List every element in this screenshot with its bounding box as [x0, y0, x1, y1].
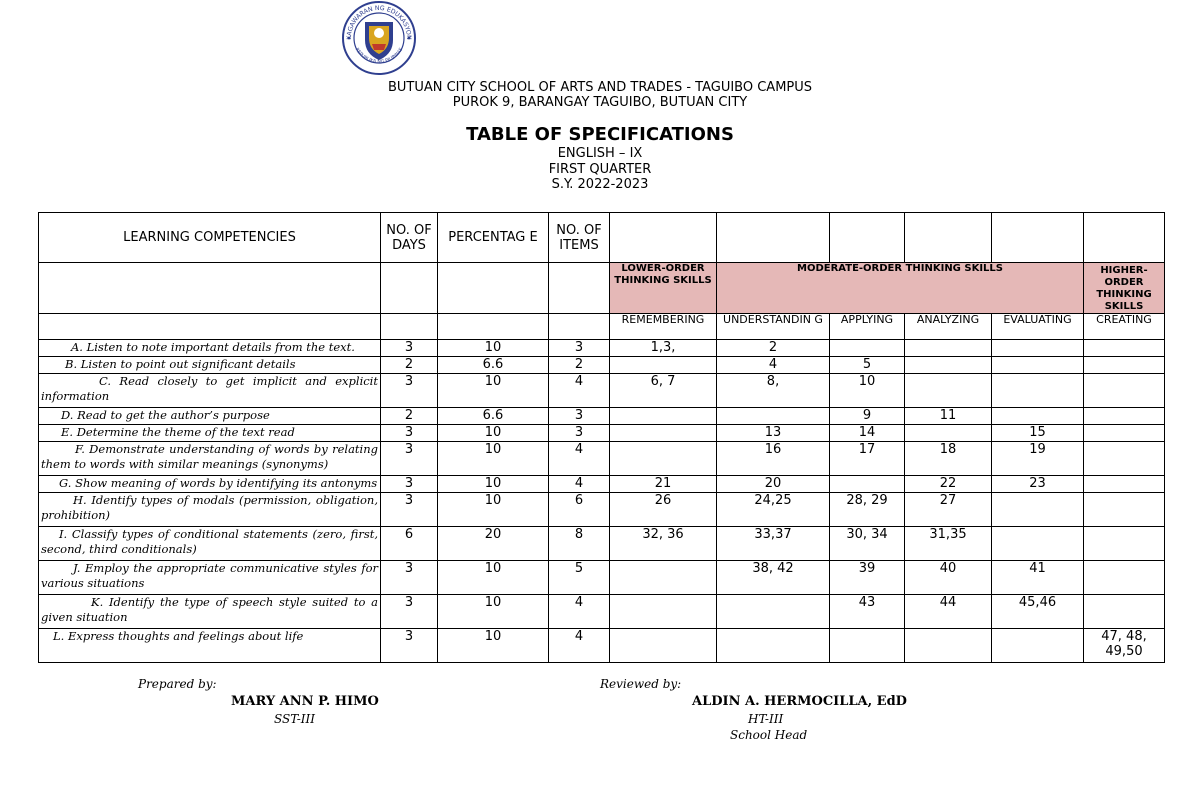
skill-remembering: REMEMBERING — [610, 314, 717, 340]
evaluating-cell: 23 — [992, 476, 1084, 493]
empty-cell — [381, 263, 438, 314]
empty-cell — [549, 314, 610, 340]
percentage-cell: 10 — [438, 561, 549, 595]
table-row — [39, 340, 1165, 357]
days-cell: 3 — [381, 561, 438, 595]
remembering-cell: 21 — [610, 476, 717, 493]
remembering-cell — [610, 408, 717, 425]
analyzing-cell — [905, 425, 992, 442]
evaluating-cell — [992, 357, 1084, 374]
understanding-cell: 2 — [717, 340, 830, 357]
skill-creating: CREATING — [1084, 314, 1165, 340]
days-cell: 3 — [381, 374, 438, 408]
creating-cell — [1084, 561, 1165, 595]
school-name: BUTUAN CITY SCHOOL OF ARTS AND TRADES - TAGUIBO CAMPUS — [387, 80, 813, 95]
table-row — [39, 374, 1165, 408]
analyzing-cell: 27 — [905, 493, 992, 527]
remembering-cell — [610, 442, 717, 476]
analyzing-cell — [905, 357, 992, 374]
deped-seal-logo — [341, 0, 417, 76]
understanding-cell: 8, — [717, 374, 830, 408]
items-cell: 4 — [549, 442, 610, 476]
empty-cell — [39, 263, 381, 314]
items-cell: 6 — [549, 493, 610, 527]
understanding-cell: 24,25 — [717, 493, 830, 527]
days-cell: 3 — [381, 340, 438, 357]
analyzing-cell — [905, 374, 992, 408]
percentage-cell: 10 — [438, 476, 549, 493]
specifications-table — [38, 212, 1165, 663]
understanding-cell: 38, 42 — [717, 561, 830, 595]
evaluating-cell — [992, 629, 1084, 663]
table-row — [39, 527, 1165, 561]
creating-cell — [1084, 476, 1165, 493]
items-cell: 8 — [549, 527, 610, 561]
header-row-1 — [39, 213, 1165, 263]
header-row-2 — [39, 263, 1165, 314]
svg-text:REPUBLIKA NG PILIPINAS: REPUBLIKA NG PILIPINAS — [353, 47, 405, 65]
header-percentage: PERCENTAG E — [438, 213, 549, 263]
items-cell: 4 — [549, 629, 610, 663]
evaluating-cell: 45,46 — [992, 595, 1084, 629]
evaluating-cell — [992, 374, 1084, 408]
understanding-cell: 20 — [717, 476, 830, 493]
items-cell: 3 — [549, 408, 610, 425]
competency-rows — [39, 340, 1165, 663]
table-row — [39, 442, 1165, 476]
days-cell: 6 — [381, 527, 438, 561]
items-cell: 3 — [549, 425, 610, 442]
empty-cell — [992, 213, 1084, 263]
reviewed-by-position: School Head — [730, 728, 808, 742]
days-cell: 3 — [381, 425, 438, 442]
competency-cell: D. Read to get the author’s purpose — [39, 408, 381, 425]
understanding-cell — [717, 629, 830, 663]
creating-cell — [1084, 408, 1165, 425]
understanding-cell: 13 — [717, 425, 830, 442]
days-cell: 2 — [381, 357, 438, 374]
days-cell: 3 — [381, 442, 438, 476]
percentage-cell: 10 — [438, 442, 549, 476]
competency-cell: B. Listen to point out significant details — [39, 357, 381, 374]
reviewed-by-name: ALDIN A. HERMOCILLA, EdD — [692, 694, 907, 709]
skill-understanding: UNDERSTANDIN G — [717, 314, 830, 340]
header-competencies: LEARNING COMPETENCIES — [39, 213, 381, 263]
understanding-cell: 33,37 — [717, 527, 830, 561]
remembering-cell — [610, 425, 717, 442]
competency-cell: F. Demonstrate understanding of words by relating them to words with similar meanings (synonyms) — [39, 442, 381, 476]
table-row — [39, 357, 1165, 374]
percentage-cell: 10 — [438, 340, 549, 357]
applying-cell: 5 — [830, 357, 905, 374]
competency-cell: E. Determine the theme of the text read — [39, 425, 381, 442]
empty-cell — [39, 314, 381, 340]
subject-label: ENGLISH – IX — [557, 146, 643, 161]
evaluating-cell — [992, 340, 1084, 357]
prepared-by-label: Prepared by: — [138, 677, 217, 691]
header-days: NO. OF DAYS — [381, 213, 438, 263]
applying-cell: 30, 34 — [830, 527, 905, 561]
empty-cell — [717, 213, 830, 263]
applying-cell: 39 — [830, 561, 905, 595]
evaluating-cell — [992, 408, 1084, 425]
evaluating-cell: 41 — [992, 561, 1084, 595]
competency-cell: I. Classify types of conditional statements (zero, first, second, third conditionals) — [39, 527, 381, 561]
percentage-cell: 10 — [438, 629, 549, 663]
remembering-cell: 1,3, — [610, 340, 717, 357]
competency-cell: G. Show meaning of words by identifying its antonyms — [39, 476, 381, 493]
analyzing-cell: 11 — [905, 408, 992, 425]
analyzing-cell: 31,35 — [905, 527, 992, 561]
school-header — [0, 80, 1200, 110]
competency-cell: H. Identify types of modals (permission, obligation, prohibition) — [39, 493, 381, 527]
skill-evaluating: EVALUATING — [992, 314, 1084, 340]
items-cell: 2 — [549, 357, 610, 374]
svg-text:KAGAWARAN NG EDUKASYON: KAGAWARAN NG EDUKASYON — [345, 4, 413, 40]
applying-cell: 17 — [830, 442, 905, 476]
group-lower-order: LOWER-ORDER THINKING SKILLS — [610, 263, 717, 314]
understanding-cell: 4 — [717, 357, 830, 374]
items-cell: 4 — [549, 374, 610, 408]
empty-cell — [549, 263, 610, 314]
competency-cell: A. Listen to note important details from the text. — [39, 340, 381, 357]
group-higher-order: HIGHER-ORDER THINKING SKILLS — [1084, 263, 1165, 314]
analyzing-cell: 40 — [905, 561, 992, 595]
applying-cell: 10 — [830, 374, 905, 408]
days-cell: 3 — [381, 476, 438, 493]
competency-cell: J. Employ the appropriate communicative styles for various situations — [39, 561, 381, 595]
remembering-cell — [610, 357, 717, 374]
prepared-by-name: MARY ANN P. HIMO — [231, 694, 379, 709]
items-cell: 4 — [549, 595, 610, 629]
days-cell: 3 — [381, 595, 438, 629]
percentage-cell: 6.6 — [438, 408, 549, 425]
creating-cell — [1084, 374, 1165, 408]
school-year-label: S.Y. 2022-2023 — [551, 177, 649, 192]
items-cell: 4 — [549, 476, 610, 493]
applying-cell: 14 — [830, 425, 905, 442]
evaluating-cell — [992, 527, 1084, 561]
table-row — [39, 595, 1165, 629]
remembering-cell: 26 — [610, 493, 717, 527]
empty-cell — [381, 314, 438, 340]
skill-analyzing: ANALYZING — [905, 314, 992, 340]
empty-cell — [830, 213, 905, 263]
items-cell: 3 — [549, 340, 610, 357]
creating-cell: 47, 48, 49,50 — [1084, 629, 1165, 663]
empty-cell — [905, 213, 992, 263]
table-row — [39, 629, 1165, 663]
skill-applying: APPLYING — [830, 314, 905, 340]
school-address: PUROK 9, BARANGAY TAGUIBO, BUTUAN CITY — [452, 95, 748, 110]
analyzing-cell: 44 — [905, 595, 992, 629]
remembering-cell — [610, 595, 717, 629]
competency-cell: L. Express thoughts and feelings about life — [39, 629, 381, 663]
creating-cell — [1084, 527, 1165, 561]
analyzing-cell: 18 — [905, 442, 992, 476]
remembering-cell: 6, 7 — [610, 374, 717, 408]
creating-cell — [1084, 340, 1165, 357]
items-cell: 5 — [549, 561, 610, 595]
understanding-cell: 16 — [717, 442, 830, 476]
reviewed-by-title: HT-III — [748, 712, 784, 726]
competency-cell: C. Read closely to get implicit and explicit information — [39, 374, 381, 408]
percentage-cell: 10 — [438, 493, 549, 527]
remembering-cell — [610, 561, 717, 595]
applying-cell: 9 — [830, 408, 905, 425]
percentage-cell: 20 — [438, 527, 549, 561]
table-row — [39, 476, 1165, 493]
creating-cell — [1084, 595, 1165, 629]
creating-cell — [1084, 442, 1165, 476]
analyzing-cell — [905, 340, 992, 357]
empty-cell — [1084, 213, 1165, 263]
analyzing-cell: 22 — [905, 476, 992, 493]
group-moderate-order: MODERATE-ORDER THINKING SKILLS — [717, 263, 1084, 314]
reviewed-by-label: Reviewed by: — [600, 677, 682, 691]
percentage-cell: 10 — [438, 374, 549, 408]
applying-cell — [830, 476, 905, 493]
percentage-cell: 10 — [438, 595, 549, 629]
skills-header-row — [39, 314, 1165, 340]
percentage-cell: 6.6 — [438, 357, 549, 374]
creating-cell — [1084, 357, 1165, 374]
creating-cell — [1084, 493, 1165, 527]
prepared-by-title: SST-III — [274, 712, 315, 726]
creating-cell — [1084, 425, 1165, 442]
percentage-cell: 10 — [438, 425, 549, 442]
table-row — [39, 425, 1165, 442]
empty-cell — [438, 314, 549, 340]
understanding-cell — [717, 408, 830, 425]
remembering-cell — [610, 629, 717, 663]
evaluating-cell: 15 — [992, 425, 1084, 442]
understanding-cell — [717, 595, 830, 629]
applying-cell — [830, 340, 905, 357]
quarter-label: FIRST QUARTER — [548, 162, 652, 177]
days-cell: 3 — [381, 493, 438, 527]
table-row — [39, 561, 1165, 595]
applying-cell: 43 — [830, 595, 905, 629]
days-cell: 3 — [381, 629, 438, 663]
evaluating-cell: 19 — [992, 442, 1084, 476]
remembering-cell: 32, 36 — [610, 527, 717, 561]
days-cell: 2 — [381, 408, 438, 425]
empty-cell — [610, 213, 717, 263]
table-row — [39, 408, 1165, 425]
evaluating-cell — [992, 493, 1084, 527]
table-row — [39, 493, 1165, 527]
competency-cell: K. Identify the type of speech style suited to a given situation — [39, 595, 381, 629]
header-items: NO. OF ITEMS — [549, 213, 610, 263]
applying-cell: 28, 29 — [830, 493, 905, 527]
analyzing-cell — [905, 629, 992, 663]
document-title: TABLE OF SPECIFICATIONS — [466, 124, 734, 145]
empty-cell — [438, 263, 549, 314]
applying-cell — [830, 629, 905, 663]
